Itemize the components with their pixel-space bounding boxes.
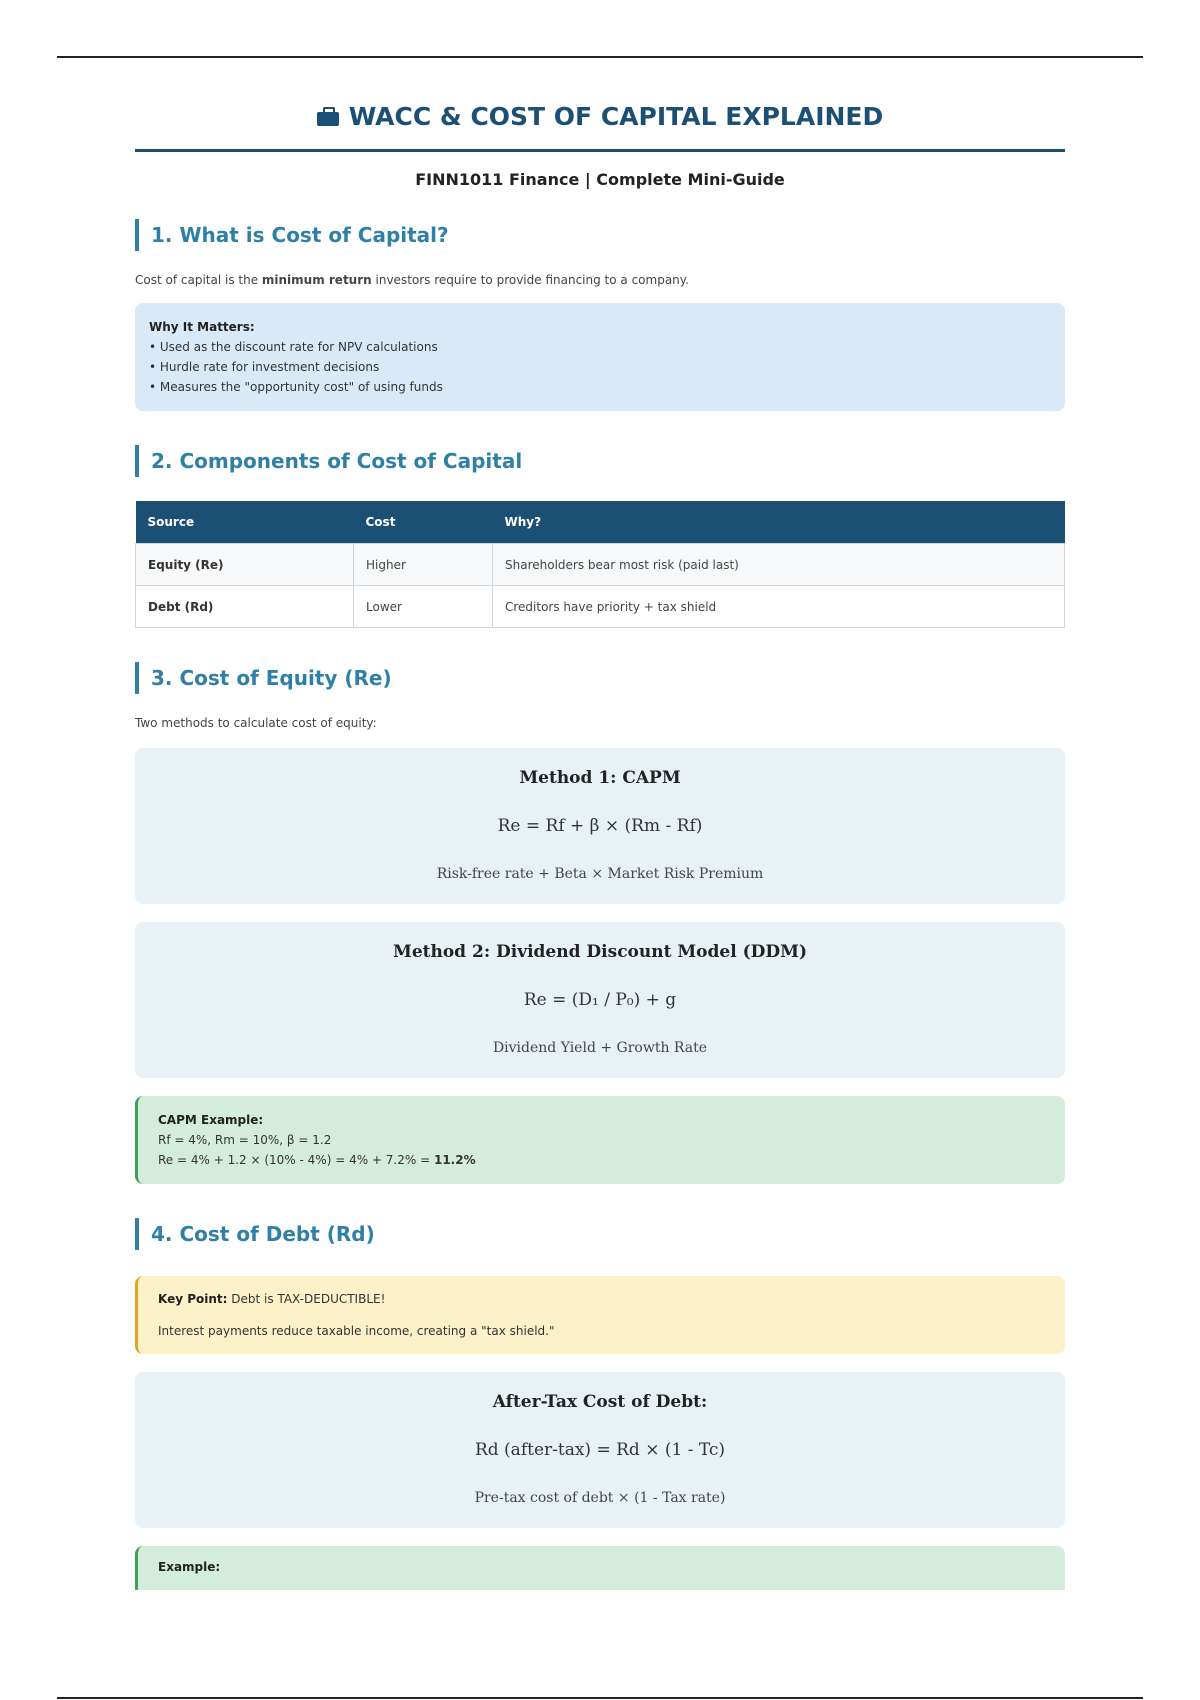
components-table [135, 501, 1065, 628]
example-title: CAPM Example: [158, 1113, 264, 1127]
formula-description: Pre-tax cost of debt × (1 - Tax rate) [474, 1490, 726, 1506]
table-cell: Higher [354, 544, 493, 586]
example-title: Example: [158, 1560, 221, 1574]
section-heading-components: 2. Components of Cost of Capital [135, 445, 1065, 477]
section3-intro: Two methods to calculate cost of equity: [135, 716, 377, 730]
key-point-text: Debt is TAX-DEDUCTIBLE! [227, 1292, 386, 1306]
capm-formula-box [135, 748, 1065, 904]
debt-example-box [135, 1546, 1065, 1590]
why-it-matters-box [135, 303, 1065, 411]
key-point-line [158, 1292, 1045, 1306]
list-item: • Hurdle rate for investment decisions [149, 360, 380, 374]
table-cell: Equity (Re) [136, 544, 354, 586]
ddm-formula-box [135, 922, 1065, 1078]
page-title-text: WACC & COST OF CAPITAL EXPLAINED [348, 102, 884, 131]
table-header-row [136, 501, 1065, 544]
table-row [136, 586, 1065, 628]
section-heading-cost-of-debt: 4. Cost of Debt (Rd) [135, 1218, 1065, 1250]
formula-title: After-Tax Cost of Debt: [492, 1392, 708, 1412]
formula: Re = (D₁ / P₀) + g [523, 990, 677, 1010]
section-heading-cost-of-equity: 3. Cost of Equity (Re) [135, 662, 1065, 694]
formula-title: Method 1: CAPM [519, 768, 681, 788]
after-tax-debt-formula-box [135, 1372, 1065, 1528]
table-cell: Debt (Rd) [136, 586, 354, 628]
top-rule [57, 56, 1143, 58]
table-cell: Lower [354, 586, 493, 628]
formula: Re = Rf + β × (Rm - Rf) [497, 816, 703, 836]
intro-text-end: investors require to provide financing to a company. [371, 273, 689, 287]
why-it-matters-title: Why It Matters: [149, 320, 255, 334]
table-cell: Creditors have priority + tax shield [493, 586, 1065, 628]
table-row [136, 544, 1065, 586]
page-title [135, 102, 1065, 152]
example-line [158, 1150, 1045, 1170]
document-body [135, 102, 1065, 1590]
list-item: • Measures the "opportunity cost" of using funds [149, 380, 443, 394]
example-calculation: Re = 4% + 1.2 × (10% - 4%) = 4% + 7.2% = [158, 1153, 434, 1167]
briefcase-icon [317, 112, 339, 126]
section-heading-what-is: 1. What is Cost of Capital? [135, 219, 1065, 251]
column-header-source: Source [136, 501, 354, 544]
key-point-label: Key Point: [158, 1292, 228, 1306]
key-point-box [135, 1276, 1065, 1354]
intro-text: Cost of capital is the [135, 273, 262, 287]
formula: Rd (after-tax) = Rd × (1 - Tc) [474, 1440, 726, 1460]
column-header-cost: Cost [354, 501, 493, 544]
bottom-rule [57, 1697, 1143, 1699]
intro-bold: minimum return [261, 273, 372, 287]
page-subtitle: FINN1011 Finance | Complete Mini-Guide [415, 170, 785, 189]
capm-example-box [135, 1096, 1065, 1184]
key-point-detail: Interest payments reduce taxable income, creating a "tax shield." [158, 1324, 555, 1338]
section1-intro [135, 273, 1065, 287]
column-header-why: Why? [493, 501, 1065, 544]
table-cell: Shareholders bear most risk (paid last) [493, 544, 1065, 586]
formula-description: Dividend Yield + Growth Rate [492, 1040, 708, 1056]
example-line: Rf = 4%, Rm = 10%, β = 1.2 [158, 1133, 332, 1147]
formula-description: Risk-free rate + Beta × Market Risk Premium [436, 866, 764, 882]
list-item: • Used as the discount rate for NPV calculations [149, 340, 438, 354]
example-result: 11.2% [433, 1153, 476, 1167]
formula-title: Method 2: Dividend Discount Model (DDM) [393, 942, 807, 962]
